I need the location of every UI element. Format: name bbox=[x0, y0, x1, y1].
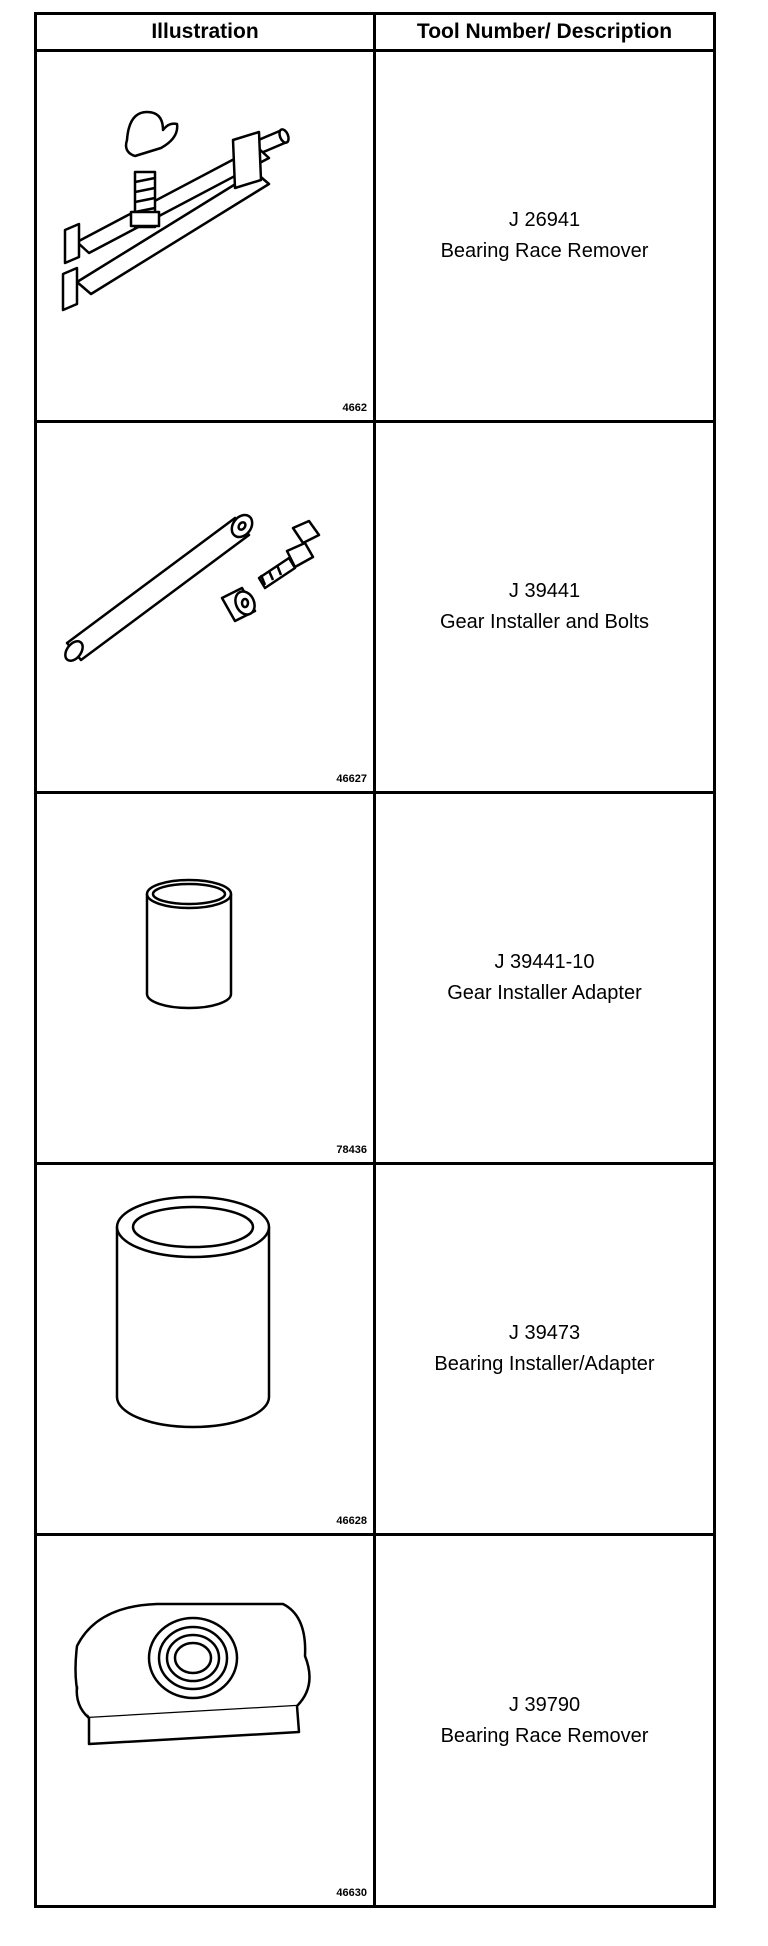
figure-number: 78436 bbox=[336, 1144, 367, 1156]
tool-description-cell bbox=[376, 1536, 713, 1905]
figure-number: 4662 bbox=[342, 402, 367, 414]
tool-description: Bearing Installer/Adapter bbox=[434, 1353, 655, 1375]
table-header bbox=[37, 15, 713, 52]
figure-number: 46628 bbox=[336, 1515, 367, 1527]
table-row bbox=[37, 52, 713, 423]
tool-number: J 26941 bbox=[508, 209, 581, 231]
header-tool-description: Tool Number/ Description bbox=[416, 20, 673, 43]
illustration-cell bbox=[37, 1536, 376, 1905]
figure-number: 46627 bbox=[336, 773, 367, 785]
bearing-race-remover-nut-drawing bbox=[37, 1536, 373, 1904]
table-row bbox=[37, 423, 713, 794]
tool-description: Gear Installer and Bolts bbox=[440, 611, 649, 633]
table-row bbox=[37, 794, 713, 1165]
illustration-cell bbox=[37, 423, 376, 791]
illustration-cell bbox=[37, 1165, 376, 1533]
illustration-cell bbox=[37, 52, 376, 420]
tool-description-cell bbox=[376, 423, 713, 791]
bearing-race-remover-drawing bbox=[37, 52, 373, 420]
tool-number: J 39790 bbox=[508, 1693, 581, 1716]
tool-number: J 39441-10 bbox=[494, 951, 595, 973]
tool-number: J 39441 bbox=[508, 580, 581, 602]
header-illustration: Illustration bbox=[37, 15, 376, 49]
tool-description-cell bbox=[376, 794, 713, 1162]
tool-description-cell bbox=[376, 1165, 713, 1533]
special-tools-table bbox=[34, 12, 716, 1908]
tool-description: Gear Installer Adapter bbox=[447, 982, 642, 1004]
tool-description: Bearing Race Remover bbox=[440, 1724, 649, 1747]
bearing-installer-adapter-drawing bbox=[37, 1165, 373, 1533]
table-row bbox=[37, 1165, 713, 1536]
illustration-cell bbox=[37, 794, 376, 1162]
tool-description-cell bbox=[376, 52, 713, 420]
gear-installer-drawing bbox=[37, 423, 373, 791]
gear-installer-adapter-drawing bbox=[37, 794, 373, 1162]
figure-number: 46630 bbox=[336, 1887, 367, 1899]
tool-number: J 39473 bbox=[508, 1322, 581, 1344]
table-row bbox=[37, 1536, 713, 1905]
tool-description: Bearing Race Remover bbox=[440, 240, 649, 262]
